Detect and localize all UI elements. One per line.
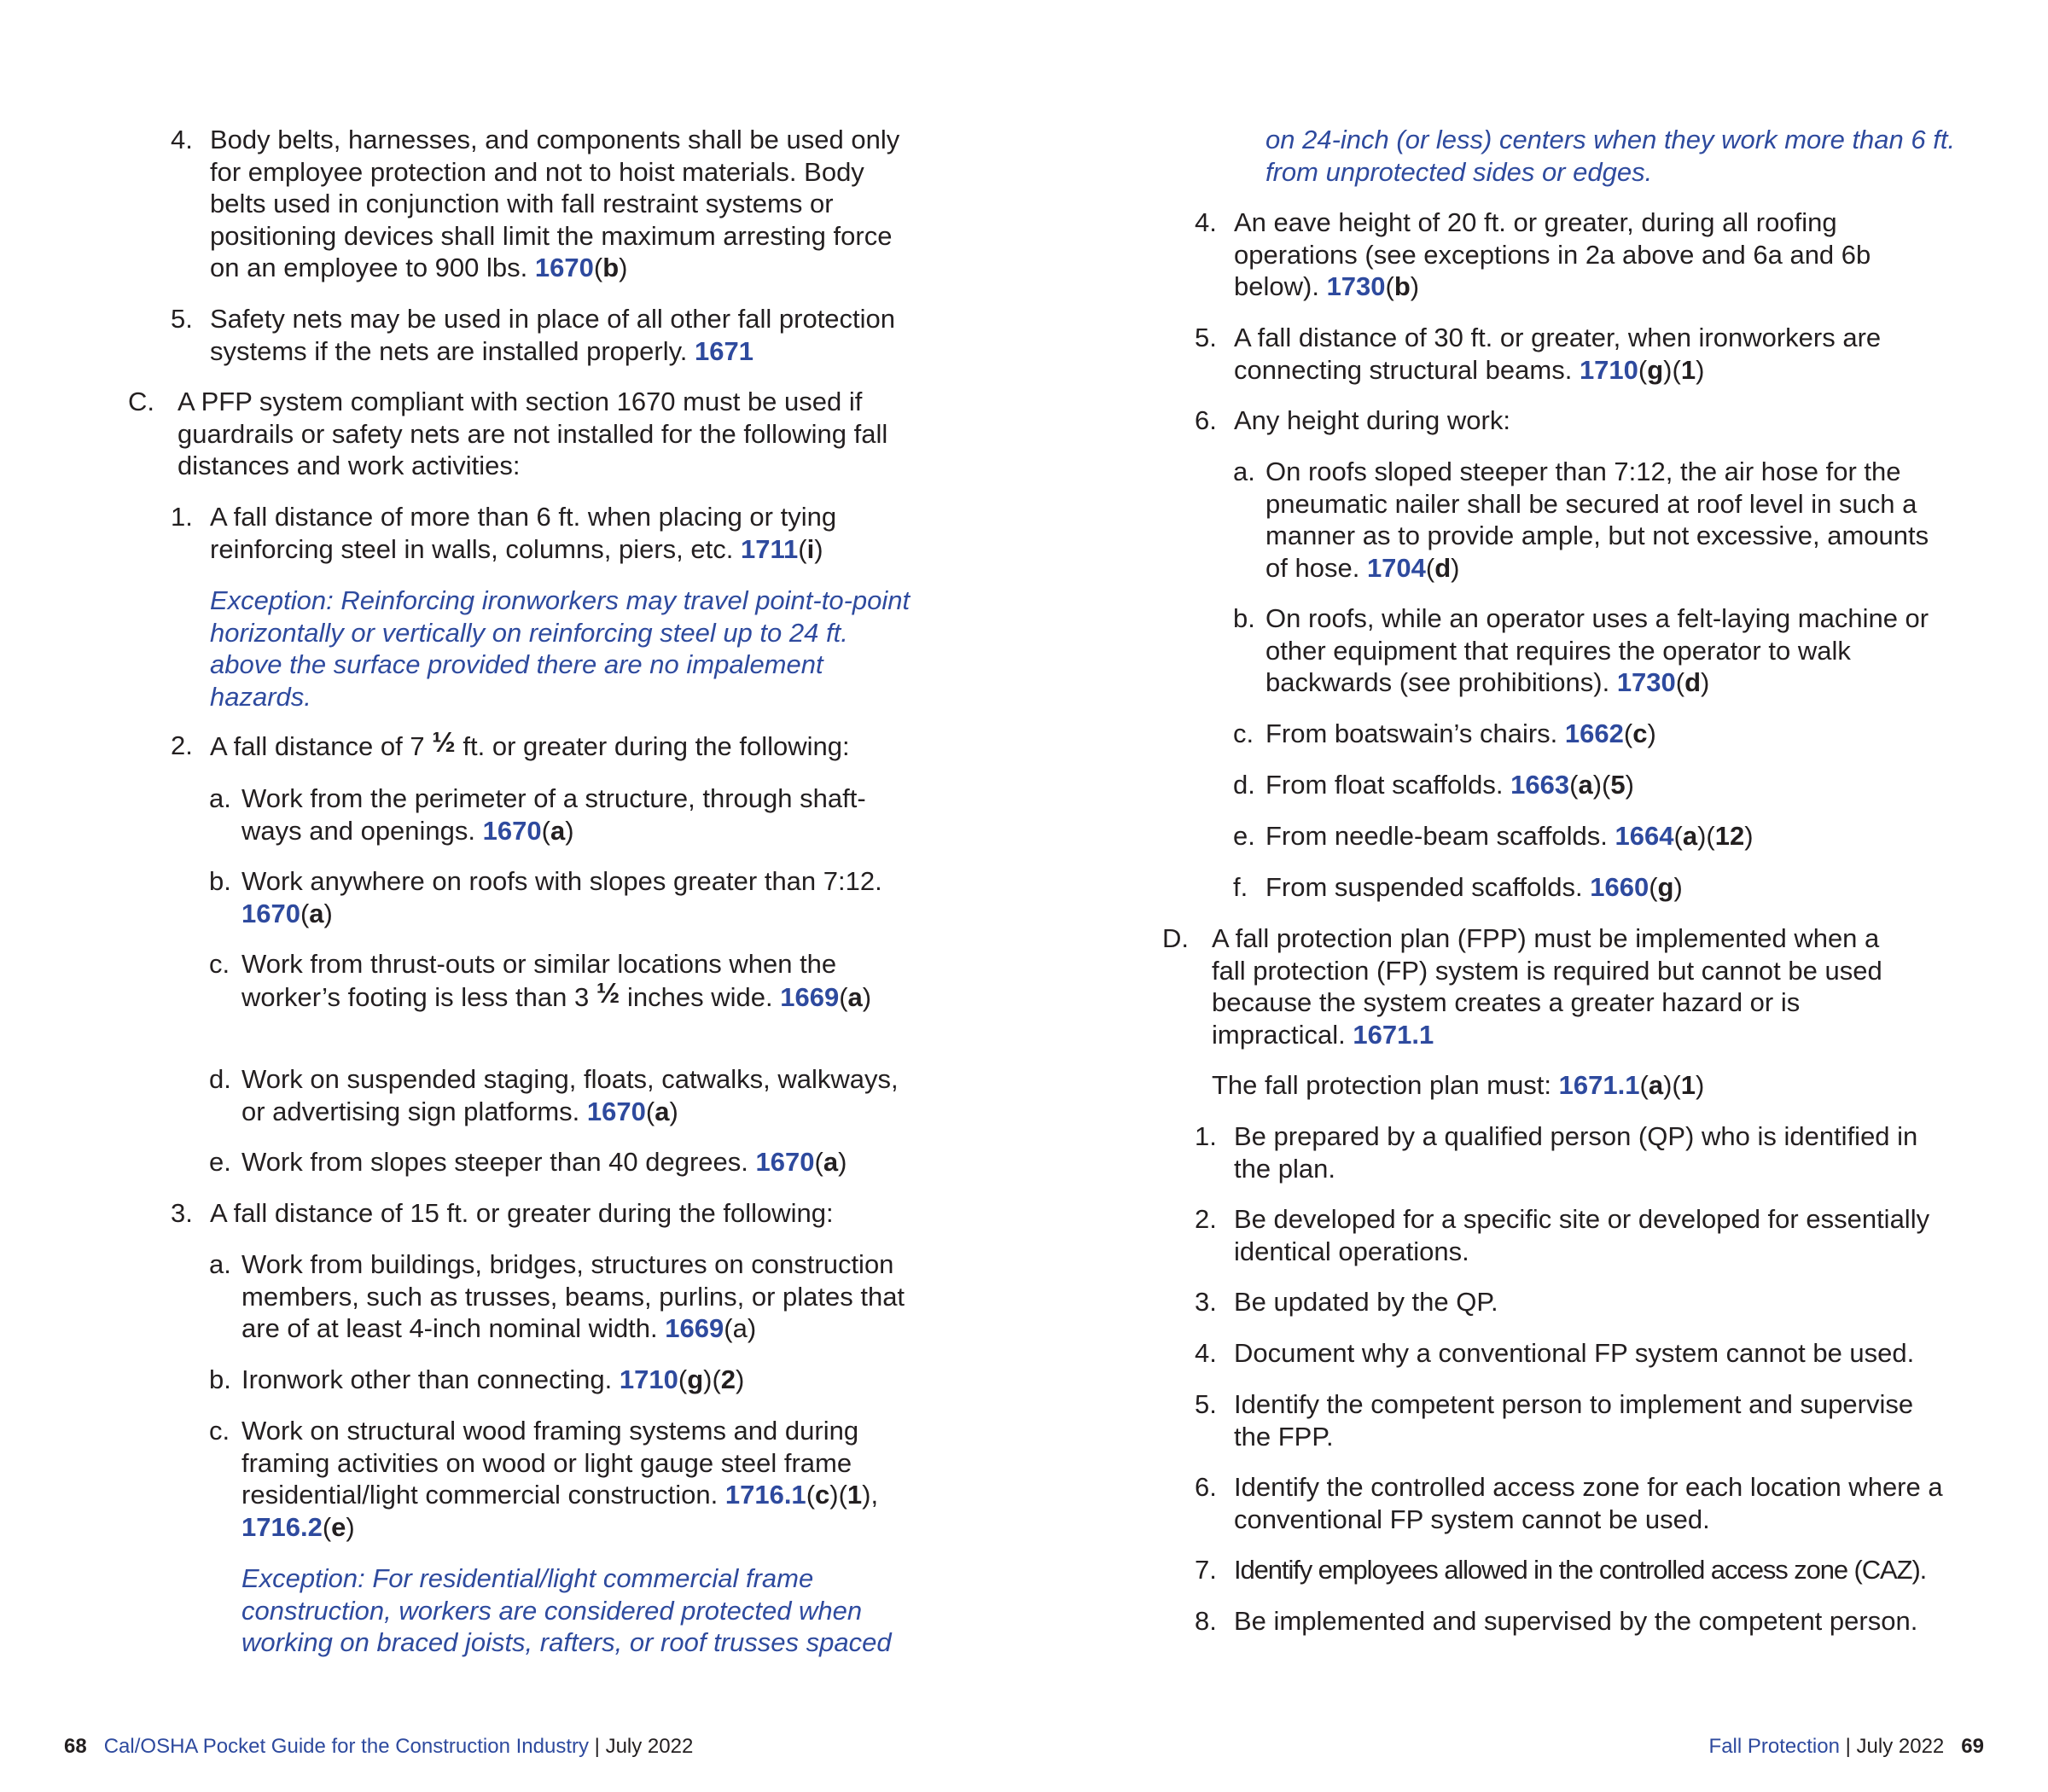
regulation-reference: 1662 — [1564, 719, 1624, 748]
item-marker: 4. — [1195, 207, 1217, 237]
reference-subsection: g — [1657, 872, 1674, 902]
regulation-reference: 1716.1 — [724, 1480, 806, 1510]
page-number: 68 — [64, 1735, 87, 1758]
section-item — [1162, 922, 1896, 1050]
item-marker: b. — [209, 1364, 231, 1394]
item-marker: 3. — [1195, 1287, 1217, 1317]
regulation-reference: 1660 — [1590, 872, 1649, 902]
item-body-end: ft. or greater during the following: — [463, 731, 850, 761]
regulation-reference: 1671 — [695, 335, 753, 366]
item-text: From boatswain’s chairs. 1662(c) — [1265, 719, 1656, 748]
regulation-reference: 1730 — [1326, 271, 1386, 301]
footer-separator: | — [1845, 1735, 1851, 1758]
sub-list-item — [209, 1248, 917, 1345]
item-text: Be updated by the QP. — [1234, 1287, 1498, 1317]
item-marker: 2. — [1195, 1204, 1217, 1234]
item-marker: 5. — [1195, 1389, 1217, 1419]
item-marker: 1. — [1195, 1121, 1217, 1151]
item-marker: a. — [1233, 457, 1255, 486]
regulation-reference: 1710 — [619, 1364, 678, 1394]
reference-subsection: d — [1434, 552, 1452, 583]
item-text: Be implemented and supervised by the competent person. — [1234, 1606, 1918, 1636]
item-marker: 4. — [171, 125, 193, 154]
item-body: Safety nets may be used in place of all other fall protection systems if the nets are installed properly. — [210, 304, 896, 366]
guide-title: Cal/OSHA Pocket Guide for the Construction Industry — [103, 1735, 589, 1758]
list-item — [1195, 404, 1946, 437]
regulation-reference: 1671.1 — [1353, 1019, 1434, 1050]
item-text: On roofs sloped steeper than 7:12, the air hose for the pneumatic nailer shall be secured at roof level in such a manner as to provide ample, but not excessive, amounts of hose. 1704(d) — [1265, 457, 1929, 583]
reference-subsection: a — [1682, 821, 1698, 851]
item-text: Work from slopes steeper than 40 degrees. 1670(a) — [241, 1147, 847, 1177]
item-marker: d. — [1233, 770, 1255, 800]
item-body: From float scaffolds. — [1265, 770, 1504, 800]
item-text: On roofs, while an operator uses a felt-laying machine or other equipment that requires the operator to walk backwards (see prohibitions). 1730(d) — [1265, 603, 1929, 697]
reference-subsection: 2 — [720, 1364, 736, 1394]
sub-list-item — [1233, 769, 1941, 801]
item-body: The fall protection plan must: — [1212, 1070, 1552, 1100]
item-text: A fall distance of more than 6 ft. when placing or tying reinforcing steel in walls, columns, piers, etc. 1711(i) — [210, 502, 837, 564]
list-item — [1195, 1203, 1946, 1267]
item-body: Work on structural wood framing systems and during framing activities on wood or light gauge steel frame residential/light commercial construction. — [241, 1416, 859, 1510]
item-text: Work on structural wood framing systems and during framing activities on wood or light gauge steel frame residential/light commercial construction. 1716.1(c)(1), 1716.2(e) — [241, 1416, 879, 1542]
regulation-reference: 1730 — [1616, 667, 1676, 697]
list-item — [1195, 207, 1946, 303]
item-text: Document why a conventional FP system cannot be used. — [1234, 1338, 1915, 1368]
item-body: A fall distance of more than 6 ft. when placing or tying reinforcing steel in walls, columns, piers, etc. — [210, 502, 837, 564]
item-marker: 8. — [1195, 1606, 1217, 1636]
item-text: Be developed for a specific site or developed for essentially identical operations. — [1234, 1204, 1930, 1266]
list-item — [171, 501, 922, 565]
reference-subsection: a — [1648, 1070, 1664, 1100]
item-text — [1212, 922, 1896, 1050]
regulation-reference: 1670 — [241, 898, 300, 928]
item-body: Work anywhere on roofs with slopes greater than 7:12. — [241, 866, 882, 896]
sub-list-item — [1233, 602, 1941, 699]
item-marker: a. — [209, 783, 231, 813]
item-marker: c. — [209, 1416, 230, 1446]
plan-intro — [1212, 1069, 1946, 1102]
item-text: A fall distance of 30 ft. or greater, when ironworkers are connecting structural beams. 1710(g)(1) — [1234, 323, 1882, 385]
item-marker: 7. — [1195, 1555, 1217, 1585]
item-body: Work from the perimeter of a structure, through shaft-ways and openings. — [241, 783, 866, 846]
item-text: Identify employees allowed in the controlled access zone (CAZ). — [1234, 1555, 1927, 1585]
reference-subsection: c — [815, 1480, 830, 1510]
section-title: Fall Protection — [1708, 1735, 1840, 1758]
regulation-reference: 1669 — [665, 1313, 724, 1343]
sub-list-item — [209, 865, 917, 929]
item-marker: e. — [1233, 821, 1255, 851]
reference-subsection: b — [1393, 271, 1411, 301]
regulation-reference: 1711 — [740, 533, 799, 564]
list-item — [171, 124, 922, 284]
item-body: Work on suspended staging, floats, catwalks, walkways, or advertising sign platforms. — [241, 1064, 899, 1126]
item-text: Any height during work: — [1234, 405, 1510, 435]
item-text: Work from thrust-outs or similar locations when the worker’s footing is less than 3 ½ inches wide. 1669(a) — [241, 949, 872, 1012]
item-body-end: inches wide. — [627, 981, 773, 1012]
page-number: 69 — [1961, 1735, 1984, 1758]
item-body: Work from slopes steeper than 40 degrees. — [241, 1147, 748, 1177]
item-text: Work anywhere on roofs with slopes greater than 7:12. 1670(a) — [241, 866, 882, 928]
reference-subsection: 1 — [1680, 1070, 1696, 1100]
regulation-reference: 1670 — [755, 1147, 815, 1177]
item-marker: c. — [1233, 719, 1254, 748]
sub-list-item — [1233, 718, 1941, 750]
sub-list-item — [209, 1364, 917, 1396]
reference-subsection: g — [687, 1364, 704, 1394]
list-item — [1195, 1554, 1963, 1586]
item-marker: 3. — [171, 1198, 193, 1228]
item-text: A fall distance of 15 ft. or greater during the following: — [210, 1198, 834, 1228]
item-marker: 6. — [1195, 1472, 1217, 1502]
item-marker: d. — [209, 1064, 231, 1094]
sub-list-item — [209, 1415, 917, 1543]
sub-list-item — [1233, 456, 1941, 584]
item-body: An eave height of 20 ft. or greater, during all roofing operations (see exceptions in 2a above and 6a and 6b below). — [1234, 207, 1871, 301]
item-text: From suspended scaffolds. 1660(g) — [1265, 872, 1683, 902]
page-footer-left — [64, 1734, 693, 1760]
exception-note: Exception: For residential/light commercial frame construction, workers are considered protected when working on braced joists, rafters, or roof trusses spaced — [241, 1563, 892, 1657]
reference-subsection: i — [806, 533, 815, 564]
item-text: Work on suspended staging, floats, catwalks, walkways, or advertising sign platforms. 1670(a) — [241, 1064, 899, 1126]
fraction: ½ — [596, 976, 620, 1009]
regulation-reference: 1670 — [534, 253, 594, 282]
regulation-reference: 1670 — [586, 1096, 646, 1126]
reference-subsection: a — [1578, 770, 1593, 800]
list-item — [1195, 1120, 1946, 1184]
list-item — [1195, 1388, 1946, 1452]
exception-note-continued: on 24-inch (or less) centers when they work more than 6 ft. from unprotected sides or edges. — [1265, 125, 1956, 187]
regulation-reference: 1670 — [482, 815, 542, 846]
reference-subsection: 5 — [1610, 770, 1626, 800]
item-text: Work from the perimeter of a structure, through shaft-ways and openings. 1670(a) — [241, 783, 866, 846]
regulation-reference: 1710 — [1579, 354, 1638, 385]
item-text: Identify the competent person to implement and supervise the FPP. — [1234, 1389, 1914, 1452]
sub-list-item — [1233, 871, 1941, 904]
section-marker: D. — [1162, 923, 1189, 953]
item-body: On roofs sloped steeper than 7:12, the air hose for the pneumatic nailer shall be secured at roof level in such a manner as to provide ample, but not excessive, amounts of hose. — [1265, 457, 1929, 583]
item-marker: b. — [209, 866, 231, 896]
list-item — [1195, 1605, 1963, 1638]
item-body: Work from buildings, bridges, structures on construction members, such as trusses, beams, purlins, or plates that are of at least 4-inch nominal width. — [241, 1249, 905, 1343]
list-item — [1195, 1471, 1946, 1535]
regulation-reference: 1664 — [1615, 821, 1674, 851]
item-text: An eave height of 20 ft. or greater, during all roofing operations (see exceptions in 2a above and 6a and 6b below). 1730(b) — [1234, 207, 1871, 301]
regulation-reference: 1671.1 — [1558, 1070, 1640, 1100]
item-body: On roofs, while an operator uses a felt-laying machine or other equipment that requires the operator to walk backwards (see prohibitions). — [1265, 603, 1929, 697]
reference-subsection: a — [823, 1147, 839, 1177]
footer-date: July 2022 — [1856, 1735, 1945, 1758]
list-item — [1195, 1286, 1946, 1318]
item-marker: 2. — [171, 730, 193, 760]
item-text: Identify the controlled access zone for each location where a conventional FP system cannot be used. — [1234, 1472, 1943, 1534]
item-body: Ironwork other than connecting. — [241, 1364, 613, 1394]
section-marker: C. — [128, 387, 154, 416]
item-marker: 1. — [171, 502, 193, 532]
regulation-reference: 1663 — [1510, 770, 1570, 800]
list-item — [1195, 1337, 1946, 1370]
item-marker: a. — [209, 1249, 231, 1279]
item-marker: f. — [1233, 872, 1248, 902]
item-text: The fall protection plan must: 1671.1(a)(1) — [1212, 1070, 1705, 1100]
item-text — [210, 726, 922, 763]
reference-subsection: c — [1632, 719, 1648, 748]
page-footer-right — [1709, 1734, 1984, 1760]
item-body: From boatswain’s chairs. — [1265, 719, 1558, 748]
sub-list-item — [209, 1063, 917, 1127]
section-item — [128, 386, 913, 482]
item-body: From needle-beam scaffolds. — [1265, 821, 1608, 851]
item-body: A fall protection plan (FPP) must be implemented when a fall protection (FP) system is required but cannot be used because the system creates a greater hazard or is impractical. — [1212, 923, 1882, 1050]
item-marker: 5. — [171, 304, 193, 334]
sub-list-item — [209, 783, 917, 847]
item-marker: b. — [1233, 603, 1255, 633]
item-text — [210, 303, 922, 367]
list-item — [171, 726, 922, 763]
sub-list-item — [1233, 820, 1941, 852]
right-page — [1024, 0, 2048, 1792]
item-text — [241, 1248, 917, 1345]
regulation-reference: 1704 — [1366, 552, 1426, 583]
item-text: Be prepared by a qualified person (QP) who is identified in the plan. — [1234, 1121, 1918, 1184]
regulation-reference: 1669 — [780, 981, 840, 1012]
regulation-reference: 1716.2 — [241, 1511, 323, 1542]
exception-note: Exception: Reinforcing ironworkers may travel point-to-point horizontally or vertically on reinforcing steel up to 24 ft. above the surface provided there are no impalement hazards. — [210, 585, 911, 712]
item-marker: c. — [209, 949, 230, 979]
item-body: A fall distance of 30 ft. or greater, when ironworkers are connecting structural beams. — [1234, 323, 1882, 385]
reference-subsection: e — [331, 1511, 346, 1542]
reference-subsection: g — [1647, 354, 1664, 385]
item-body: Work from thrust-outs or similar locations when the worker’s footing is less than 3 — [241, 949, 837, 1012]
item-marker: 6. — [1195, 405, 1217, 435]
list-item — [1195, 322, 1946, 386]
reference-subsection: a — [550, 815, 566, 846]
reference-subsection: a — [655, 1096, 670, 1126]
item-body: A fall distance of 7 — [210, 731, 425, 761]
footer-separator: | — [594, 1735, 600, 1758]
reference-subsection: 1 — [847, 1480, 863, 1510]
sub-list-item — [209, 948, 917, 1013]
reference-subsection: b — [602, 253, 620, 282]
reference-subsection: 12 — [1714, 821, 1745, 851]
footer-date: July 2022 — [605, 1735, 694, 1758]
item-text: A PFP system compliant with section 1670 must be used if guardrails or safety nets are not installed for the following fall distances and work activities: — [177, 387, 888, 480]
item-marker: 5. — [1195, 323, 1217, 352]
reference-subsection: d — [1684, 667, 1702, 697]
item-text: From needle-beam scaffolds. 1664(a)(12) — [1265, 821, 1754, 851]
list-item — [171, 303, 922, 367]
item-body: Body belts, harnesses, and components shall be used only for employee protection and not to hoist materials. Body belts used in conjunction with fall restraint systems or positioning devices shall limit the maximum arresting force on an employee to 900 lbs. — [210, 125, 900, 282]
sub-list-item — [209, 1146, 917, 1178]
item-body: From suspended scaffolds. — [1265, 872, 1583, 902]
reference-subsection: 1 — [1680, 354, 1696, 385]
item-text: Body belts, harnesses, and components shall be used only for employee protection and not to hoist materials. Body belts used in conjunction with fall restraint systems or positioning devices shall limit the maximum arresting force on an employee to 900 lbs. 1670(b) — [210, 125, 900, 282]
item-marker: e. — [209, 1147, 231, 1177]
list-item — [171, 1197, 922, 1230]
reference-subsection: a — [309, 898, 324, 928]
item-text: Ironwork other than connecting. 1710(g)(2) — [241, 1364, 745, 1394]
fraction: ½ — [432, 726, 456, 758]
item-text: From float scaffolds. 1663(a)(5) — [1265, 770, 1634, 800]
reference-subsection: a — [847, 981, 863, 1012]
item-marker: 4. — [1195, 1338, 1217, 1368]
reference-subsection: (a) — [724, 1313, 757, 1343]
